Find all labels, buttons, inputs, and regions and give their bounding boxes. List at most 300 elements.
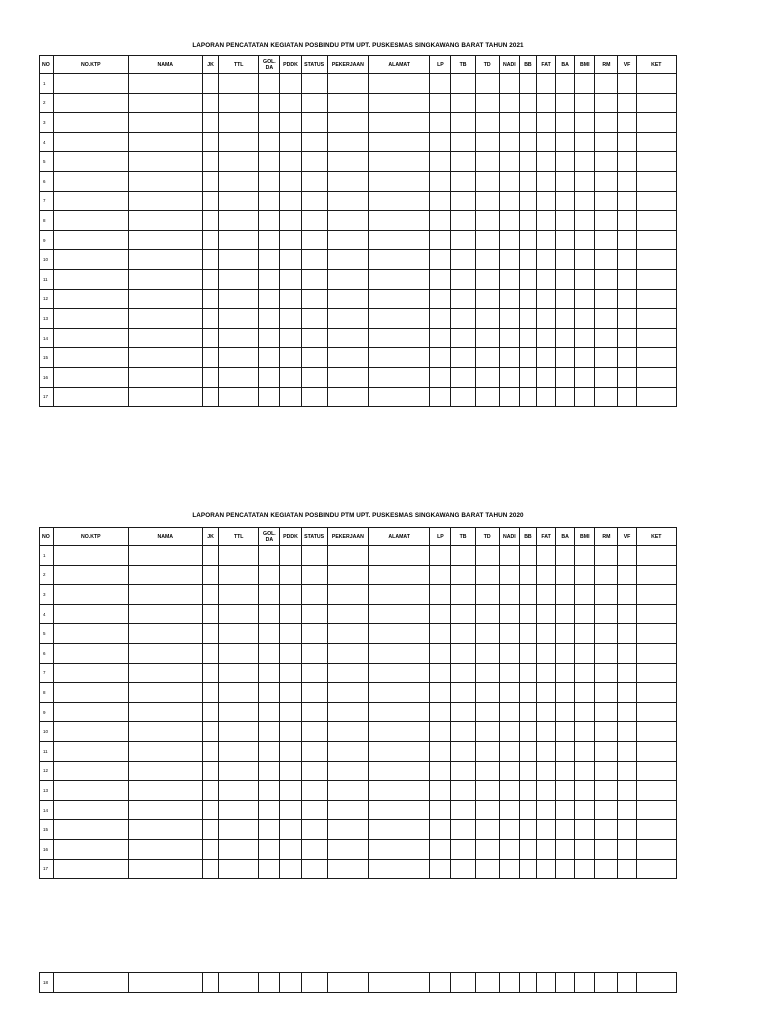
empty-cell bbox=[451, 741, 475, 761]
empty-cell bbox=[499, 839, 519, 859]
empty-cell bbox=[499, 132, 519, 152]
column-header: BB bbox=[519, 528, 536, 546]
empty-cell bbox=[451, 604, 475, 624]
empty-cell bbox=[451, 93, 475, 113]
empty-cell bbox=[301, 761, 327, 781]
empty-cell bbox=[280, 309, 301, 329]
empty-cell bbox=[327, 585, 368, 605]
row-number: 18 bbox=[40, 973, 54, 993]
empty-cell bbox=[430, 859, 451, 879]
empty-cell bbox=[451, 565, 475, 585]
empty-cell bbox=[301, 348, 327, 368]
column-header: BA bbox=[556, 56, 575, 74]
empty-cell bbox=[54, 309, 128, 329]
empty-cell bbox=[575, 859, 595, 879]
empty-cell bbox=[451, 250, 475, 270]
empty-cell bbox=[636, 604, 676, 624]
empty-cell bbox=[54, 800, 128, 820]
empty-cell bbox=[499, 191, 519, 211]
empty-cell bbox=[575, 702, 595, 722]
empty-cell bbox=[280, 643, 301, 663]
empty-cell bbox=[280, 113, 301, 133]
empty-cell bbox=[451, 74, 475, 94]
empty-cell bbox=[327, 624, 368, 644]
empty-cell bbox=[430, 604, 451, 624]
empty-cell bbox=[219, 546, 259, 566]
empty-cell bbox=[259, 93, 280, 113]
empty-cell bbox=[259, 624, 280, 644]
empty-cell bbox=[280, 585, 301, 605]
empty-cell bbox=[499, 643, 519, 663]
row-number: 14 bbox=[40, 328, 54, 348]
empty-cell bbox=[202, 761, 218, 781]
empty-cell bbox=[519, 113, 536, 133]
empty-cell bbox=[451, 328, 475, 348]
empty-cell bbox=[128, 191, 202, 211]
empty-cell bbox=[128, 74, 202, 94]
empty-cell bbox=[636, 761, 676, 781]
empty-cell bbox=[368, 859, 429, 879]
empty-cell bbox=[327, 702, 368, 722]
empty-cell bbox=[595, 702, 618, 722]
empty-cell bbox=[618, 839, 636, 859]
empty-cell bbox=[301, 113, 327, 133]
empty-cell bbox=[536, 269, 555, 289]
column-header: NADI bbox=[499, 56, 519, 74]
empty-cell bbox=[499, 328, 519, 348]
empty-cell bbox=[280, 820, 301, 840]
empty-cell bbox=[536, 820, 555, 840]
column-header: NO.KTP bbox=[54, 56, 128, 74]
empty-cell bbox=[259, 859, 280, 879]
row-number: 6 bbox=[40, 643, 54, 663]
empty-cell bbox=[128, 367, 202, 387]
empty-cell bbox=[618, 624, 636, 644]
empty-cell bbox=[556, 973, 575, 993]
empty-cell bbox=[280, 702, 301, 722]
empty-cell bbox=[595, 328, 618, 348]
empty-cell bbox=[327, 152, 368, 172]
table-row bbox=[40, 663, 677, 683]
empty-cell bbox=[636, 741, 676, 761]
continuation-table bbox=[39, 972, 677, 993]
empty-cell bbox=[301, 565, 327, 585]
empty-cell bbox=[202, 820, 218, 840]
empty-cell bbox=[430, 722, 451, 742]
empty-cell bbox=[536, 761, 555, 781]
empty-cell bbox=[280, 839, 301, 859]
empty-cell bbox=[54, 973, 128, 993]
empty-cell bbox=[595, 683, 618, 703]
empty-cell bbox=[301, 367, 327, 387]
empty-cell bbox=[475, 604, 499, 624]
empty-cell bbox=[575, 604, 595, 624]
empty-cell bbox=[219, 328, 259, 348]
empty-cell bbox=[636, 585, 676, 605]
empty-cell bbox=[259, 565, 280, 585]
empty-cell bbox=[430, 800, 451, 820]
empty-cell bbox=[595, 604, 618, 624]
empty-cell bbox=[301, 643, 327, 663]
empty-cell bbox=[219, 348, 259, 368]
column-header: STATUS bbox=[301, 56, 327, 74]
table-row bbox=[40, 683, 677, 703]
empty-cell bbox=[636, 113, 676, 133]
empty-cell bbox=[519, 328, 536, 348]
empty-cell bbox=[327, 74, 368, 94]
empty-cell bbox=[499, 663, 519, 683]
empty-cell bbox=[259, 663, 280, 683]
empty-cell bbox=[451, 585, 475, 605]
empty-cell bbox=[327, 546, 368, 566]
empty-cell bbox=[499, 859, 519, 879]
empty-cell bbox=[475, 820, 499, 840]
empty-cell bbox=[430, 74, 451, 94]
empty-cell bbox=[499, 820, 519, 840]
empty-cell bbox=[636, 663, 676, 683]
empty-cell bbox=[595, 859, 618, 879]
empty-cell bbox=[128, 171, 202, 191]
column-header: KET bbox=[636, 56, 676, 74]
empty-cell bbox=[301, 546, 327, 566]
empty-cell bbox=[301, 309, 327, 329]
column-header: RM bbox=[595, 56, 618, 74]
empty-cell bbox=[536, 604, 555, 624]
empty-cell bbox=[536, 624, 555, 644]
row-number: 9 bbox=[40, 230, 54, 250]
empty-cell bbox=[202, 781, 218, 801]
empty-cell bbox=[595, 565, 618, 585]
column-header: ALAMAT bbox=[368, 528, 429, 546]
table-row bbox=[40, 328, 677, 348]
empty-cell bbox=[451, 309, 475, 329]
empty-cell bbox=[618, 309, 636, 329]
empty-cell bbox=[54, 230, 128, 250]
empty-cell bbox=[618, 113, 636, 133]
empty-cell bbox=[128, 839, 202, 859]
table-row bbox=[40, 973, 677, 993]
row-number: 1 bbox=[40, 546, 54, 566]
empty-cell bbox=[595, 211, 618, 231]
empty-cell bbox=[128, 93, 202, 113]
empty-cell bbox=[636, 328, 676, 348]
empty-cell bbox=[259, 546, 280, 566]
empty-cell bbox=[636, 820, 676, 840]
empty-cell bbox=[499, 309, 519, 329]
column-header: RM bbox=[595, 528, 618, 546]
empty-cell bbox=[280, 565, 301, 585]
row-number: 16 bbox=[40, 839, 54, 859]
empty-cell bbox=[636, 367, 676, 387]
empty-cell bbox=[219, 604, 259, 624]
row-number: 11 bbox=[40, 269, 54, 289]
empty-cell bbox=[202, 113, 218, 133]
empty-cell bbox=[475, 643, 499, 663]
empty-cell bbox=[430, 761, 451, 781]
empty-cell bbox=[259, 348, 280, 368]
empty-cell bbox=[536, 328, 555, 348]
empty-cell bbox=[280, 781, 301, 801]
empty-cell bbox=[556, 604, 575, 624]
empty-cell bbox=[556, 800, 575, 820]
empty-cell bbox=[202, 800, 218, 820]
table-row bbox=[40, 309, 677, 329]
empty-cell bbox=[430, 309, 451, 329]
empty-cell bbox=[618, 387, 636, 407]
empty-cell bbox=[202, 565, 218, 585]
empty-cell bbox=[595, 387, 618, 407]
empty-cell bbox=[475, 702, 499, 722]
empty-cell bbox=[54, 93, 128, 113]
empty-cell bbox=[575, 309, 595, 329]
empty-cell bbox=[280, 859, 301, 879]
empty-cell bbox=[54, 604, 128, 624]
empty-cell bbox=[536, 859, 555, 879]
table-row bbox=[40, 741, 677, 761]
table-row bbox=[40, 604, 677, 624]
empty-cell bbox=[327, 269, 368, 289]
empty-cell bbox=[575, 585, 595, 605]
column-header: FAT bbox=[536, 528, 555, 546]
empty-cell bbox=[451, 702, 475, 722]
table-row bbox=[40, 820, 677, 840]
empty-cell bbox=[595, 171, 618, 191]
empty-cell bbox=[519, 546, 536, 566]
empty-cell bbox=[519, 191, 536, 211]
empty-cell bbox=[280, 800, 301, 820]
empty-cell bbox=[54, 565, 128, 585]
empty-cell bbox=[280, 132, 301, 152]
empty-cell bbox=[575, 565, 595, 585]
empty-cell bbox=[556, 781, 575, 801]
empty-cell bbox=[556, 859, 575, 879]
table-row bbox=[40, 113, 677, 133]
empty-cell bbox=[219, 152, 259, 172]
empty-cell bbox=[54, 761, 128, 781]
empty-cell bbox=[451, 624, 475, 644]
empty-cell bbox=[128, 269, 202, 289]
empty-cell bbox=[301, 250, 327, 270]
empty-cell bbox=[430, 230, 451, 250]
empty-cell bbox=[636, 387, 676, 407]
empty-cell bbox=[595, 250, 618, 270]
empty-cell bbox=[430, 546, 451, 566]
empty-cell bbox=[54, 132, 128, 152]
row-number: 7 bbox=[40, 663, 54, 683]
empty-cell bbox=[536, 250, 555, 270]
empty-cell bbox=[575, 624, 595, 644]
empty-cell bbox=[556, 132, 575, 152]
empty-cell bbox=[219, 113, 259, 133]
empty-cell bbox=[202, 191, 218, 211]
empty-cell bbox=[128, 643, 202, 663]
empty-cell bbox=[499, 781, 519, 801]
empty-cell bbox=[499, 269, 519, 289]
empty-cell bbox=[54, 781, 128, 801]
empty-cell bbox=[519, 230, 536, 250]
empty-cell bbox=[368, 132, 429, 152]
empty-cell bbox=[475, 211, 499, 231]
row-number: 9 bbox=[40, 702, 54, 722]
empty-cell bbox=[259, 113, 280, 133]
empty-cell bbox=[595, 624, 618, 644]
empty-cell bbox=[368, 781, 429, 801]
empty-cell bbox=[636, 309, 676, 329]
empty-cell bbox=[259, 683, 280, 703]
empty-cell bbox=[536, 171, 555, 191]
empty-cell bbox=[499, 741, 519, 761]
table-row bbox=[40, 546, 677, 566]
empty-cell bbox=[259, 973, 280, 993]
empty-cell bbox=[280, 211, 301, 231]
empty-cell bbox=[202, 702, 218, 722]
column-header: NO bbox=[40, 56, 54, 74]
empty-cell bbox=[219, 683, 259, 703]
empty-cell bbox=[475, 132, 499, 152]
empty-cell bbox=[575, 269, 595, 289]
column-header: TTL bbox=[219, 528, 259, 546]
empty-cell bbox=[128, 565, 202, 585]
empty-cell bbox=[301, 211, 327, 231]
empty-cell bbox=[219, 309, 259, 329]
empty-cell bbox=[536, 289, 555, 309]
empty-cell bbox=[499, 604, 519, 624]
empty-cell bbox=[575, 348, 595, 368]
empty-cell bbox=[219, 269, 259, 289]
empty-cell bbox=[327, 643, 368, 663]
column-header: LP bbox=[430, 56, 451, 74]
empty-cell bbox=[128, 722, 202, 742]
empty-cell bbox=[556, 387, 575, 407]
empty-cell bbox=[575, 250, 595, 270]
empty-cell bbox=[499, 546, 519, 566]
empty-cell bbox=[259, 211, 280, 231]
empty-cell bbox=[556, 348, 575, 368]
empty-cell bbox=[368, 820, 429, 840]
empty-cell bbox=[575, 171, 595, 191]
empty-cell bbox=[259, 820, 280, 840]
empty-cell bbox=[202, 211, 218, 231]
empty-cell bbox=[219, 973, 259, 993]
empty-cell bbox=[128, 683, 202, 703]
empty-cell bbox=[327, 604, 368, 624]
empty-cell bbox=[451, 546, 475, 566]
empty-cell bbox=[519, 269, 536, 289]
empty-cell bbox=[636, 702, 676, 722]
empty-cell bbox=[128, 230, 202, 250]
empty-cell bbox=[280, 93, 301, 113]
empty-cell bbox=[499, 289, 519, 309]
table-row bbox=[40, 171, 677, 191]
empty-cell bbox=[202, 367, 218, 387]
empty-cell bbox=[301, 722, 327, 742]
empty-cell bbox=[636, 624, 676, 644]
empty-cell bbox=[595, 546, 618, 566]
empty-cell bbox=[54, 702, 128, 722]
empty-cell bbox=[128, 702, 202, 722]
column-header: BMI bbox=[575, 528, 595, 546]
empty-cell bbox=[368, 663, 429, 683]
empty-cell bbox=[519, 171, 536, 191]
empty-cell bbox=[595, 230, 618, 250]
empty-cell bbox=[202, 643, 218, 663]
empty-cell bbox=[536, 93, 555, 113]
empty-cell bbox=[519, 585, 536, 605]
empty-cell bbox=[280, 74, 301, 94]
empty-cell bbox=[556, 546, 575, 566]
empty-cell bbox=[618, 683, 636, 703]
empty-cell bbox=[430, 367, 451, 387]
empty-cell bbox=[259, 781, 280, 801]
empty-cell bbox=[219, 643, 259, 663]
empty-cell bbox=[519, 820, 536, 840]
empty-cell bbox=[595, 74, 618, 94]
empty-cell bbox=[368, 171, 429, 191]
empty-cell bbox=[536, 722, 555, 742]
empty-cell bbox=[636, 74, 676, 94]
empty-cell bbox=[519, 152, 536, 172]
empty-cell bbox=[575, 761, 595, 781]
row-number: 8 bbox=[40, 683, 54, 703]
empty-cell bbox=[128, 820, 202, 840]
empty-cell bbox=[128, 387, 202, 407]
empty-cell bbox=[430, 152, 451, 172]
empty-cell bbox=[519, 624, 536, 644]
empty-cell bbox=[556, 722, 575, 742]
empty-cell bbox=[536, 211, 555, 231]
column-header: VF bbox=[618, 56, 636, 74]
table-row bbox=[40, 624, 677, 644]
empty-cell bbox=[430, 839, 451, 859]
empty-cell bbox=[128, 348, 202, 368]
empty-cell bbox=[451, 820, 475, 840]
empty-cell bbox=[219, 839, 259, 859]
empty-cell bbox=[430, 191, 451, 211]
empty-cell bbox=[280, 152, 301, 172]
row-number: 13 bbox=[40, 781, 54, 801]
empty-cell bbox=[451, 387, 475, 407]
empty-cell bbox=[219, 741, 259, 761]
empty-cell bbox=[618, 702, 636, 722]
empty-cell bbox=[595, 781, 618, 801]
empty-cell bbox=[368, 643, 429, 663]
empty-cell bbox=[519, 839, 536, 859]
table-row bbox=[40, 761, 677, 781]
data-table-2021 bbox=[39, 55, 677, 407]
empty-cell bbox=[301, 171, 327, 191]
empty-cell bbox=[280, 624, 301, 644]
empty-cell bbox=[536, 546, 555, 566]
empty-cell bbox=[301, 781, 327, 801]
empty-cell bbox=[556, 624, 575, 644]
empty-cell bbox=[475, 191, 499, 211]
empty-cell bbox=[301, 839, 327, 859]
empty-cell bbox=[595, 820, 618, 840]
empty-cell bbox=[499, 973, 519, 993]
empty-cell bbox=[219, 565, 259, 585]
empty-cell bbox=[54, 859, 128, 879]
empty-cell bbox=[636, 800, 676, 820]
report-title: LAPORAN PENCATATAN KEGIATAN POSBINDU PTM UPT. PUSKESMAS SINGKAWANG BARAT TAHUN 2020 bbox=[192, 512, 524, 519]
empty-cell bbox=[219, 820, 259, 840]
table-row bbox=[40, 781, 677, 801]
empty-cell bbox=[327, 859, 368, 879]
empty-cell bbox=[202, 328, 218, 348]
empty-cell bbox=[519, 211, 536, 231]
column-header: BA bbox=[556, 528, 575, 546]
empty-cell bbox=[475, 93, 499, 113]
empty-cell bbox=[475, 663, 499, 683]
